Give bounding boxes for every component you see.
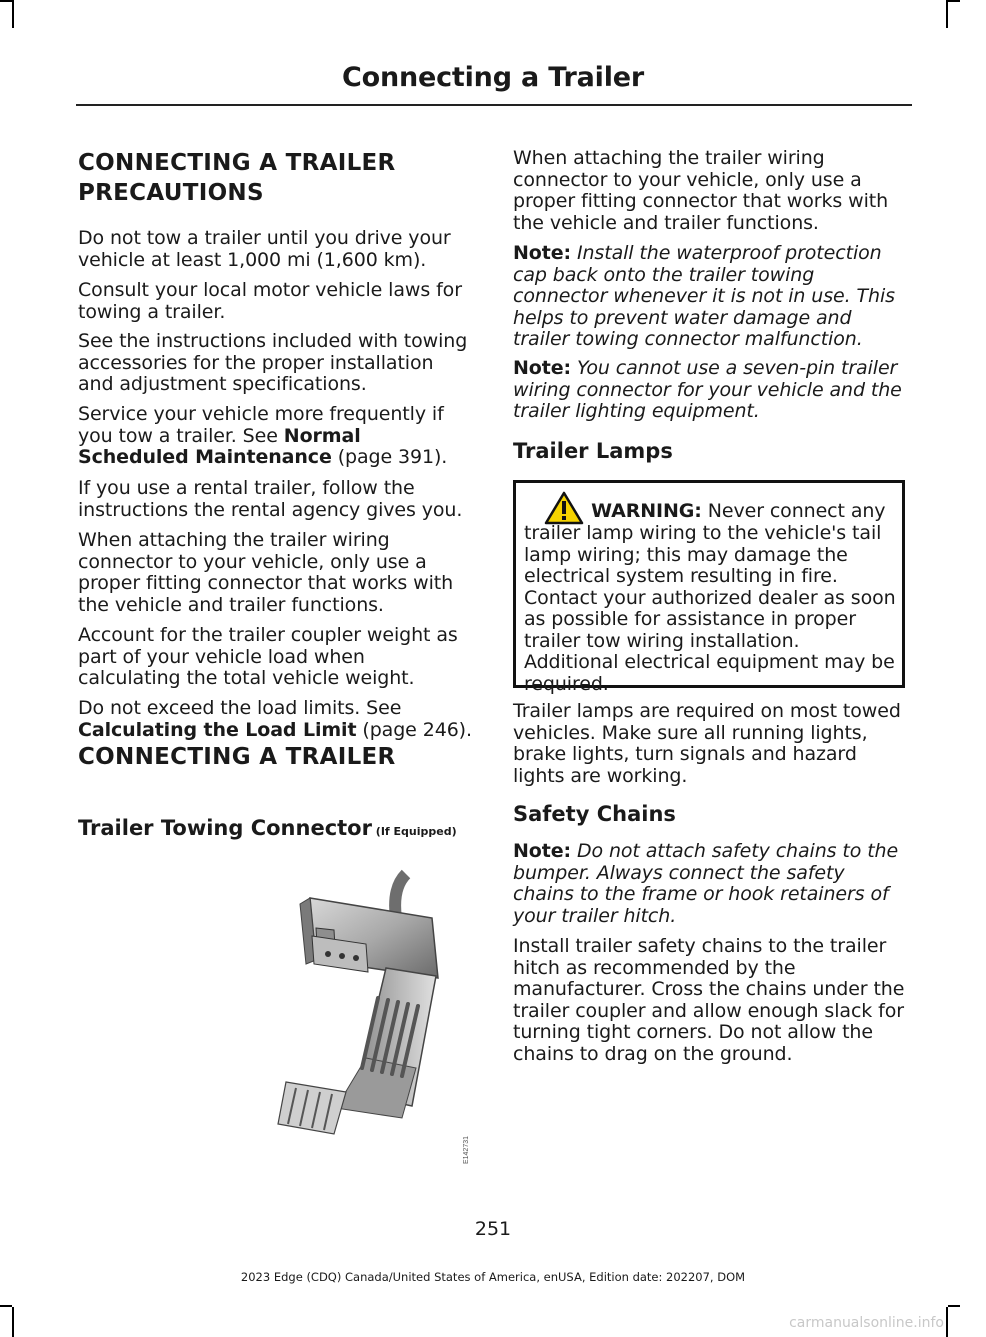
section-heading: CONNECTING A TRAILER [78,744,396,770]
text: (page 391). [331,446,448,468]
paragraph: Account for the trailer coupler weight as part of your vehicle load when calculating the total vehicle weight. [78,624,458,689]
warning-body: Never connect any trailer lamp wiring to the vehicle's tail lamp wiring; this may damage the electrical system resulting in fire. Contact your authorized dealer as soon as possible for assistance in proper trailer tow wiring installation. Additional electrical equipment may be required. [524,500,896,695]
warning-box [513,480,905,695]
paragraph: If you use a rental trailer, follow the instructions the rental agency gives you. [78,477,463,521]
edition-info: 2023 Edge (CDQ) Canada/United States of America, enUSA, Edition date: 202207, DOM [240,1270,746,1284]
cross-reference-link[interactable]: Calculating the Load Limit [78,718,357,741]
crop-mark [12,0,14,28]
note-label: Note: [513,840,572,862]
note-paragraph [513,358,907,423]
section-heading: CONNECTING A TRAILER [78,150,396,176]
page-number: 251 [474,1218,512,1240]
header-divider [76,104,912,106]
crop-mark [948,0,960,2]
paragraph [78,404,472,469]
note-text: Do not attach safety chains to the bumper. Always connect the safety chains to the frame or hook retainers of your trailer hitch. [513,840,899,927]
note-text: You cannot use a seven-pin trailer wiring connector for your vehicle and the trailer lighting equipment. [513,357,902,422]
text: Service your vehicle more frequently if you tow a trailer. See [78,403,444,447]
paragraph: When attaching the trailer wiring connector to your vehicle, only use a proper fitting connector that works with the vehicle and trailer functions. [513,147,889,234]
paragraph [78,698,472,741]
svg-text:E142731: E142731 [463,1136,470,1165]
paragraph: Do not tow a trailer until you drive your vehicle at least 1,000 mi (1,600 km). [78,227,451,271]
subsection-heading: Trailer Lamps [513,439,673,463]
paragraph: Trailer lamps are required on most towed vehicles. Make sure all running lights, brake lights, turn signals and hazard lights are working. [513,700,901,787]
warning-content [524,491,898,695]
trailer-connector-illustration [216,868,472,1165]
warning-text [524,500,896,695]
crop-mark [12,1307,14,1337]
text: (page 246). [356,718,472,741]
note-paragraph [513,243,907,351]
page-title: Connecting a Trailer [342,62,644,93]
section-heading: PRECAUTIONS [78,180,264,206]
paragraph: See the instructions included with towing accessories for the proper installation and adjustment specifications. [78,330,468,395]
note-label: Note: [513,357,572,379]
subsection-heading: Safety Chains [513,802,676,826]
note-text: Install the waterproof protection cap back onto the trailer towing connector whenever it is not in use. This helps to prevent water damage and trailer towing connector malfunction. [513,242,895,350]
watermark: carmanualsonline.info [789,1315,944,1331]
warning-triangle-icon [544,491,586,523]
page-header [0,62,986,93]
subsection-heading [78,815,472,845]
paragraph: When attaching the trailer wiring connector to your vehicle, only use a proper fitting connector that works with the vehicle and trailer functions. [78,529,454,616]
crop-mark [0,0,12,2]
crop-mark [946,0,948,28]
cross-reference-link[interactable]: Normal Scheduled Maintenance [78,424,361,468]
crop-mark [946,1307,948,1337]
paragraph: Install trailer safety chains to the trailer hitch as recommended by the manufacturer. Cross the chains under the trailer coupler and allow enough slack for turning tight corners. Do not allow the chains to drag on the ground. [513,935,905,1065]
crop-mark [948,1305,960,1307]
heading-text: Trailer Towing Connector [78,816,372,840]
crop-mark [0,1305,12,1307]
text: Do not exceed the load limits. See [78,697,402,719]
paragraph: Consult your local motor vehicle laws for towing a trailer. [78,279,462,323]
warning-label: WARNING: [591,500,702,522]
note-paragraph [513,841,907,927]
note-label: Note: [513,242,572,264]
equipped-note: (If Equipped) [371,825,457,838]
